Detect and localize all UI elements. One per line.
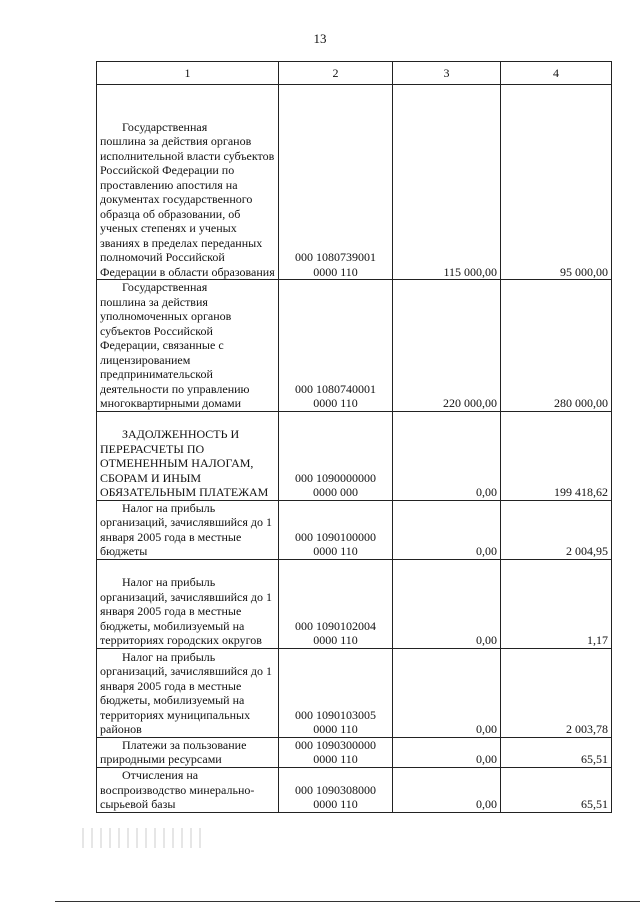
row-name-rest: пошлина за действия уполномоченных органов субъектов Российской Федерации, связанные с лицензированием предпринимательской деятельности по управлению многоквартирными домами <box>100 294 250 410</box>
row-name <box>97 85 279 280</box>
row-name-first: Платежи за пользование <box>122 737 247 752</box>
row-code: 000 1080740001 0000 110 <box>279 280 393 412</box>
row-value-col4: 2 004,95 <box>501 500 612 559</box>
row-value-col3: 115 000,00 <box>393 85 501 280</box>
row-name-first: ЗАДОЛЖЕННОСТЬ И <box>122 427 240 441</box>
row-value-col3: 220 000,00 <box>393 280 501 412</box>
row-name <box>97 500 279 559</box>
row-value-col4: 65,51 <box>501 767 612 812</box>
row-value-col3: 0,00 <box>393 767 501 812</box>
table-row <box>97 737 612 767</box>
row-value-col3: 0,00 <box>393 411 501 500</box>
scan-smudge <box>82 828 202 848</box>
row-name-first: Отчисления на <box>122 768 199 782</box>
row-value-col4: 199 418,62 <box>501 411 612 500</box>
row-code: 000 1090000000 0000 000 <box>279 411 393 500</box>
column-header-2: 2 <box>279 62 393 85</box>
row-value-col4: 1,17 <box>501 559 612 648</box>
row-value-col3: 0,00 <box>393 500 501 559</box>
row-name <box>97 411 279 500</box>
row-code: 000 1090308000 0000 110 <box>279 767 393 812</box>
row-code: 000 1090300000 0000 110 <box>279 737 393 767</box>
row-name-first: Государственная <box>122 280 208 294</box>
row-name <box>97 767 279 812</box>
page-number: 13 <box>313 31 327 46</box>
column-header-3: 3 <box>393 62 501 85</box>
row-name <box>97 737 279 767</box>
row-name-rest: организаций, зачислявшийся до 1 января 2005 года в местные бюджеты, мобилизуемый на территориях муниципальных районов <box>100 664 273 736</box>
row-name-first: Налог на прибыль <box>122 575 216 589</box>
row-value-col3: 0,00 <box>393 559 501 648</box>
table-row <box>97 280 612 412</box>
table-row <box>97 648 612 737</box>
row-name-rest: пошлина за действия органов исполнительной власти субъектов Российской Федерации по проставлению апостиля на документах государственного образца об образовании, об ученых степенях и ученых званиях в пределах переданных полномочий Российской Федерации в области образования <box>100 134 275 279</box>
row-code: 000 1090100000 0000 110 <box>279 500 393 559</box>
table-row <box>97 411 612 500</box>
table-row <box>97 559 612 648</box>
table-row <box>97 85 612 280</box>
page-bottom-rule <box>55 901 640 902</box>
row-name <box>97 280 279 412</box>
row-code: 000 1090102004 0000 110 <box>279 559 393 648</box>
row-name-first: Налог на прибыль <box>122 500 216 515</box>
row-value-col4: 65,51 <box>501 737 612 767</box>
row-name-rest: ПЕРЕРАСЧЕТЫ ПО ОТМЕНЕННЫМ НАЛОГАМ, СБОРАМ И ИНЫМ ОБЯЗАТЕЛЬНЫМ ПЛАТЕЖАМ <box>100 441 269 499</box>
row-value-col4: 95 000,00 <box>501 85 612 280</box>
row-value-col3: 0,00 <box>393 648 501 737</box>
row-name <box>97 648 279 737</box>
table-row <box>97 767 612 812</box>
row-name-first: Налог на прибыль <box>122 649 216 664</box>
row-name-first: Государственная <box>122 119 208 134</box>
row-value-col4: 280 000,00 <box>501 280 612 412</box>
row-name <box>97 559 279 648</box>
table-header-row <box>97 62 612 85</box>
revenue-table <box>96 61 612 813</box>
row-code: 000 1080739001 0000 110 <box>279 85 393 280</box>
row-name-rest: организаций, зачислявшийся до 1 января 2005 года в местные бюджеты <box>100 515 273 558</box>
row-name-rest: организаций, зачислявшийся до 1 января 2005 года в местные бюджеты, мобилизуемый на территориях городских округов <box>100 589 273 647</box>
column-header-1: 1 <box>97 62 279 85</box>
row-value-col3: 0,00 <box>393 737 501 767</box>
column-header-4: 4 <box>501 62 612 85</box>
row-code: 000 1090103005 0000 110 <box>279 648 393 737</box>
row-name-rest: природными ресурсами <box>100 752 222 766</box>
table-row <box>97 500 612 559</box>
row-value-col4: 2 003,78 <box>501 648 612 737</box>
row-name-rest: воспроизводство минерально-сырьевой базы <box>100 782 255 811</box>
